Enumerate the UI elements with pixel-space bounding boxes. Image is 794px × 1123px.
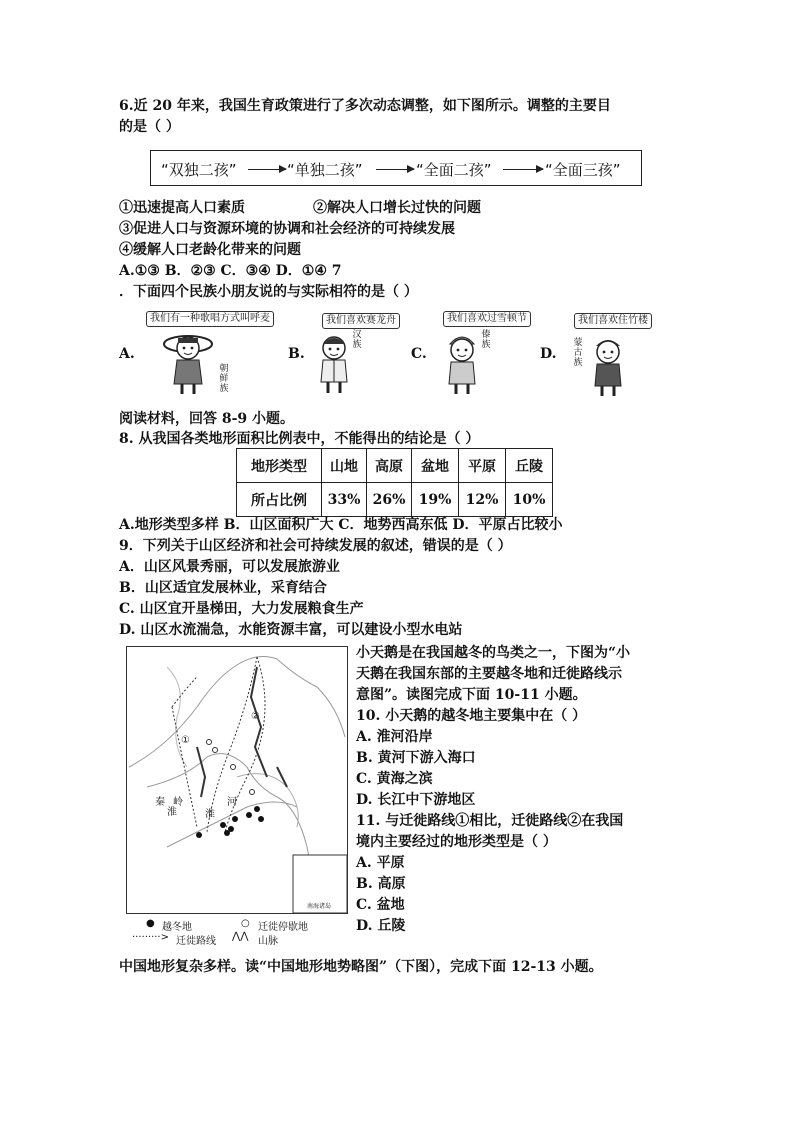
q7-option-letter-c: C.: [411, 346, 427, 362]
inset-label: 南海诸岛: [307, 903, 332, 910]
q7-option-letter-d: D.: [540, 346, 557, 362]
q11-option-c: C. 盆地: [356, 897, 405, 913]
legend-route-icon: ·········>: [132, 932, 169, 943]
table-cell: 地形类型: [237, 449, 322, 483]
child-figure-icon: [160, 326, 220, 396]
route-label-1: ①: [181, 735, 190, 746]
q9-option-c: C. 山区宜开垦梯田，大力发展粮食生产: [119, 601, 364, 617]
legend-mountain: 山脉: [258, 936, 278, 947]
table-row: [237, 483, 553, 517]
swan-migration-map: [126, 646, 348, 914]
q10-intro-line2: 天鹅在我国东部的主要越冬地和迁徙路线示: [356, 666, 622, 682]
legend-mountain-icon: ⋀⋀: [232, 931, 249, 942]
flow-arrow-icon: [376, 169, 414, 170]
q10-option-a: A. 淮河沿岸: [356, 729, 433, 745]
q6-stem-line2: 的是（ ）: [119, 119, 180, 135]
map-label-qin: 秦: [155, 797, 165, 808]
q11-stem-line1: 11. 与迁徙路线①相比，迁徙路线②在我国: [356, 813, 624, 829]
table-cell: 平原: [459, 449, 506, 483]
q11-option-b: B. 高原: [356, 876, 406, 892]
q10-option-d: D. 长江中下游地区: [356, 792, 476, 808]
q6-stem-line1: 6.近 20 年来，我国生育政策进行了多次动态调整，如下图所示。调整的主要目: [119, 98, 611, 114]
ethnic-label-d: 蒙古族: [573, 338, 583, 368]
intro-12-13: 中国地形复杂多样。读“中国地形地势略图”（下图），完成下面 12-13 小题。: [119, 959, 603, 975]
child-figure-icon: [584, 332, 634, 398]
q11-stem-line2: 境内主要经过的地形类型是（ ）: [356, 834, 557, 850]
table-cell: 33%: [322, 483, 367, 517]
ethnic-label-a: 朝鲜族: [219, 364, 229, 394]
table-cell: 山地: [322, 449, 367, 483]
q9-stem: 9．下列关于山区经济和社会可持续发展的叙述，错误的是（ ）: [119, 538, 512, 554]
flow-step-3: “全面二孩”: [416, 161, 492, 179]
legend-dot-icon: ●: [146, 918, 155, 929]
q9-option-d: D. 山区水流湍急，水能资源丰富，可以建设小型水电站: [119, 622, 463, 638]
speech-bubble-d: 我们喜欢住竹楼: [574, 313, 652, 329]
legend-route: 迁徙路线: [176, 936, 216, 947]
q10-option-b: B. 黄河下游入海口: [356, 750, 476, 766]
table-cell: 所占比例: [237, 483, 322, 517]
table-cell: 高原: [367, 449, 412, 483]
table-row: [237, 449, 553, 483]
map-label-ling: 岭: [173, 797, 183, 808]
flow-arrow-icon: [248, 169, 286, 170]
q6-statement-1: ①迅速提高人口素质: [119, 200, 245, 216]
intro-8-9: 阅读材料，回答 8-9 小题。: [119, 411, 295, 427]
q7-option-letter-a: A.: [119, 346, 135, 362]
q10-option-c: C. 黄海之滨: [356, 771, 433, 787]
q6-statement-3: ③促进人口与资源环境的协调和社会经济的可持续发展: [119, 221, 455, 237]
q6-statement-2: ②解决人口增长过快的问题: [313, 200, 481, 216]
q6-options: A.①③ B．②③ C．③④ D．①④ 7: [119, 263, 342, 279]
speech-bubble-c: 我们喜欢过雪顿节: [443, 311, 531, 327]
terrain-proportion-table: [236, 448, 553, 517]
q9-option-a: A．山区风景秀丽，可以发展旅游业: [119, 559, 340, 575]
table-cell: 12%: [459, 483, 506, 517]
table-cell: 10%: [506, 483, 553, 517]
speech-bubble-b: 我们喜欢赛龙舟: [322, 313, 400, 329]
legend-stop: 迁徙停歇地: [258, 922, 308, 933]
flow-arrow-icon: [503, 169, 543, 170]
flow-step-4: “全面三孩”: [545, 161, 621, 179]
q11-option-a: A. 平原: [356, 855, 405, 871]
q7-stem: ．下面四个民族小朋友说的与实际相符的是（ ）: [119, 284, 418, 300]
q10-stem: 10. 小天鹅的越冬地主要集中在（ ）: [356, 708, 587, 724]
map-label-he: 河: [227, 797, 237, 808]
table-cell: 盆地: [412, 449, 459, 483]
q6-statement-4: ④缓解人口老龄化带来的问题: [119, 242, 301, 258]
map-label-huai-1: 淮: [167, 807, 177, 818]
legend-circle-icon: ○: [241, 918, 250, 929]
q9-option-b: B．山区适宜发展林业，采育结合: [119, 580, 327, 596]
q8-stem: 8. 从我国各类地形面积比例表中，不能得出的结论是（ ）: [119, 431, 480, 447]
route-label-2: ②: [251, 711, 260, 722]
map-label-huai-2: 淮: [205, 809, 215, 820]
policy-flow-diagram: [150, 150, 642, 186]
q10-intro-line1: 小天鹅是在我国越冬的鸟类之一，下图为“小: [356, 645, 631, 661]
map-graphic: [127, 647, 347, 913]
q10-intro-line3: 意图”。读图完成下面 10-11 小题。: [356, 687, 587, 703]
legend-winter: 越冬地: [162, 922, 192, 933]
table-cell: 26%: [367, 483, 412, 517]
speech-bubble-a: 我们有一种歌唱方式叫呼麦: [146, 311, 274, 327]
q11-option-d: D. 丘陵: [356, 918, 406, 934]
ethnic-label-b: 汉族: [352, 330, 362, 350]
table-cell: 19%: [412, 483, 459, 517]
table-cell: 丘陵: [506, 449, 553, 483]
ethnic-label-c: 傣族: [481, 330, 491, 350]
q8-options: A.地形类型多样 B．山区面积广大 C．地势西高东低 D．平原占比较小: [119, 517, 563, 533]
flow-step-2: “单独二孩”: [287, 161, 363, 179]
flow-step-1: “双独二孩”: [161, 161, 237, 179]
q7-option-letter-b: B.: [288, 346, 305, 362]
